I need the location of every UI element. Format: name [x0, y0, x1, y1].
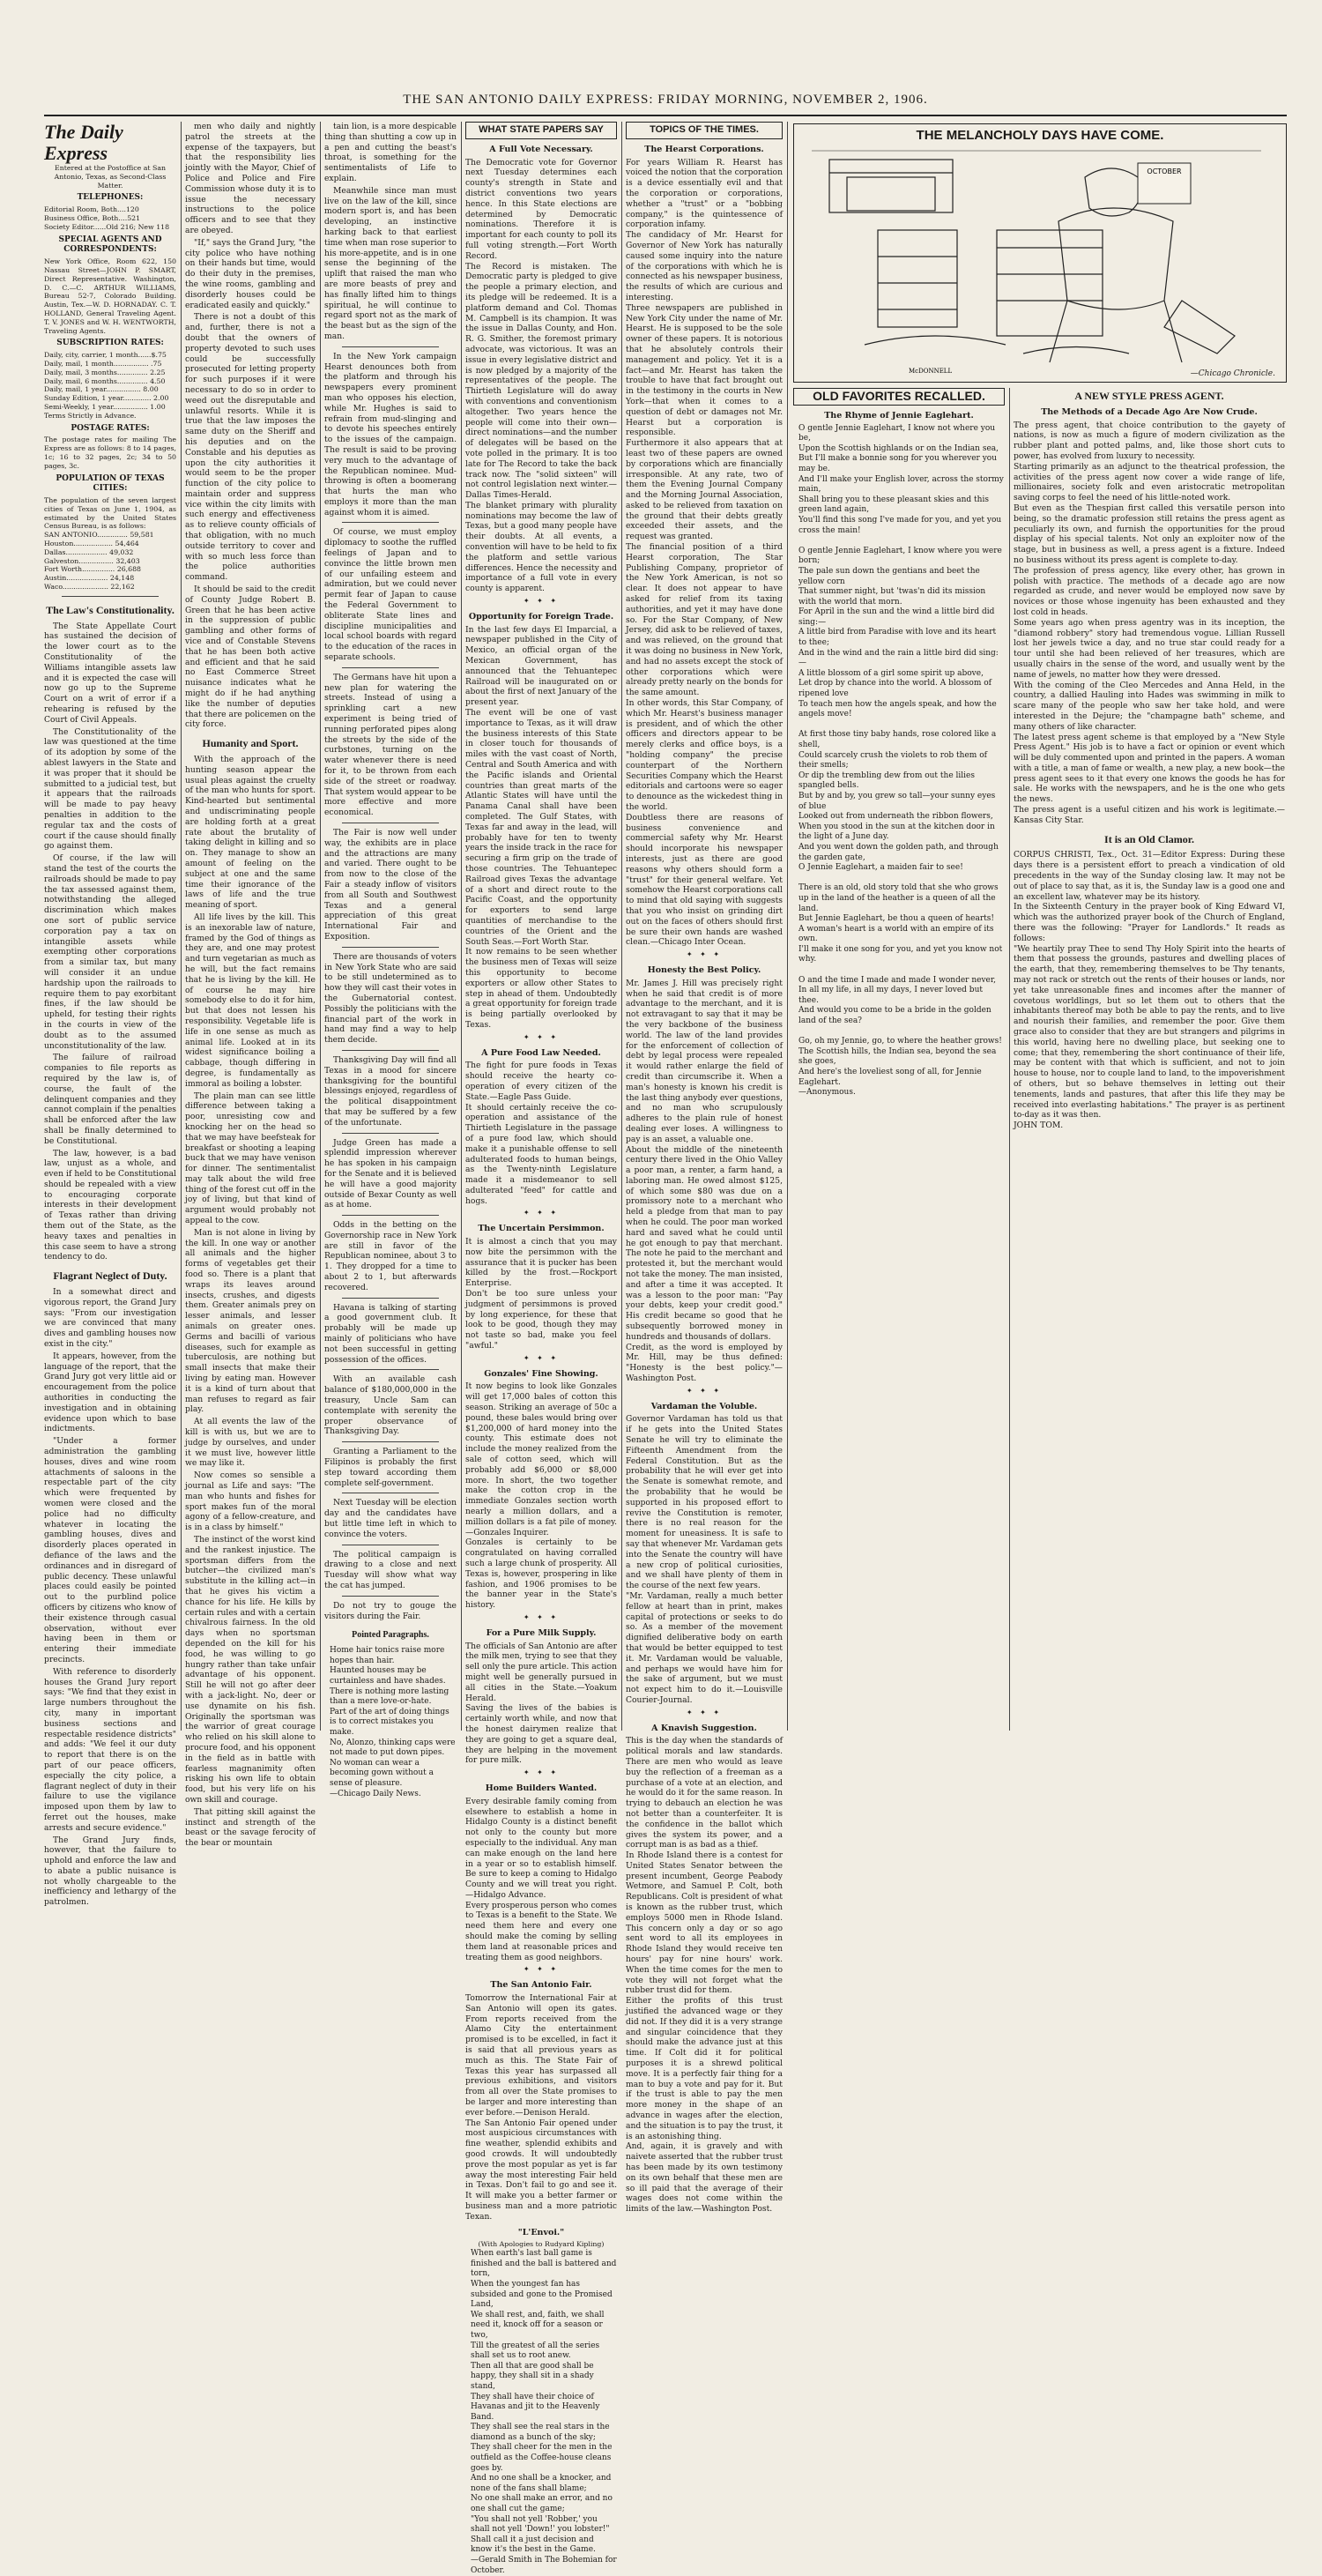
- cartoon-title: THE MELANCHOLY DAYS HAVE COME.: [916, 128, 1164, 143]
- star-divider: ✦ ✦ ✦: [686, 950, 723, 959]
- divider: [342, 1050, 439, 1051]
- article-heading: It is an Old Clamor.: [1104, 832, 1194, 845]
- poem-subheading: (With Apologies to Rudyard Kipling): [478, 2240, 605, 2249]
- divider: [342, 947, 439, 948]
- article-heading: Humanity and Sport.: [202, 737, 299, 750]
- cartoon-calendar: [1138, 163, 1191, 204]
- state-papers-items: [465, 145, 617, 2222]
- cartoon: [793, 123, 1287, 383]
- star-divider: ✦ ✦ ✦: [523, 1032, 560, 1041]
- paragraph: With an available cash balance of $180,000,000 in the treasury, Uncle Sam can contemplate with serenity the proper observance of Thanksgiving Day.: [324, 1374, 457, 1437]
- article-subheading: The Methods of a Decade Ago Are Now Crude.: [1041, 406, 1258, 417]
- paragraph: Next Tuesday will be election day and the candidates have but little time left in which to convince the voters.: [324, 1498, 457, 1539]
- item-heading: Vardaman the Voluble.: [650, 1401, 758, 1411]
- paragraph: Do not try to gouge the visitors during the Fair.: [324, 1600, 457, 1621]
- paragraph: With reference to disorderly houses the Grand Jury report says: "We find that they exist in large numbers throughout the city, many in important business sections and respectable residence districts" and adds: "We feel it our duty to report that there is on the part of our peace officers, especially the city police, a flagrant neglect of duty in their failure to use the vigilance imposed upon them by law to ferret out the houses, make arrests and secure evidence.": [44, 1666, 176, 1833]
- paragraph: In a somewhat direct and vigorous report, the Grand Jury says: "From our investigation we are convinced that many dives and gambling houses now exist in the city.": [44, 1287, 176, 1350]
- column-rule: [787, 122, 788, 1731]
- divider: [342, 667, 439, 668]
- postage-text: The postage rates for mailing The Express are as follows: 8 to 14 pages, 1c; 16 to 32 pages, 2c; 34 to 50 pages, 3c.: [44, 436, 176, 470]
- item-heading: Gonzales' Fine Showing.: [484, 1368, 598, 1379]
- postage-heading: POSTAGE RATES:: [71, 423, 150, 433]
- cartoon-signature: McDONNELL: [909, 368, 953, 375]
- paragraph: tain lion, is a more despicable thing than shutting a cow up in a pen and cutting the beast's throat, is something for the sentimentalists of Life to explain.: [324, 122, 457, 183]
- section-box-heading: TOPICS OF THE TIMES.: [626, 122, 783, 139]
- poem-text: When earth's last ball game is finished and the ball is battered and torn, When the youngest fan has subsided and gone to the Promised Land, We shall rest, and, faith, we shall need it, knock off for a season or two, Till the greatest of all the series shall set us to root anew. Then all that are good shall be happy, they shall sit in a shady stand, They shall have their choice of Havanas and jit to the Heavenly Band. They shall see the real stars in the diamond as a bunch of the sky; They shall cheer for the men in the outfield as the Coffee-house cleans goes by. And no one shall be a knocker, and none of the fans shall blame; No one shall make an error, and no one shall cut the game; "You shall not yell 'Robber,' you shall not yell 'Down!' you lobster!" Shall call it a just decision and know it's the best in the Game. —Gerald Smith in The Bohemian for October.: [471, 2249, 617, 2575]
- column-rule: [320, 122, 321, 1731]
- column-rule: [1009, 388, 1010, 1731]
- paragraph: Judge Green has made a splendid impression wherever he has spoken in his campaign for the Senate and it is believed he will have a good majority outside of Bexar County as well as at home.: [324, 1137, 457, 1210]
- column-2: [185, 122, 316, 1849]
- population-list: SAN ANTONIO.............. 59,581 Houston.................. 54,464 Dallas................... 49,032 Galveston................ 32,403 Fort Worth............... 26,688 Austin................... 24,148 Waco..................... 22,162: [44, 531, 154, 592]
- masthead: THE SAN ANTONIO DAILY EXPRESS: FRIDAY MORNING, NOVEMBER 2, 1906.: [44, 88, 1287, 116]
- star-divider: ✦ ✦ ✦: [523, 597, 560, 606]
- item-body: Every desirable family coming from elsewhere to establish a home in Hidalgo County is a distinct benefit not only to the county but more especially to the individual. Any man can make enough on the land here in a year or so to establish himself. Be sure to keep a coming to Hidalgo County and we will treat you right.—Hidalgo Advance. Every prosperous person who comes to Texas is a benefit to the State. We need them here and every one should make the coming by selling them land at reasonable prices and treating them as good neighbors.: [465, 1796, 617, 1962]
- divider: [342, 1133, 439, 1134]
- paragraph: With the approach of the hunting season appear the usual pleas against the cruelty of the man who hunts for sport. Kind-hearted but sentimental and undiscriminating people are holding forth at a great rate about the brutality of taking delight in killing and so on. They manage to show an amount of feeling on the subject at one and the same time their ignorance of the laws of life and the true meaning of sport.: [185, 755, 316, 911]
- population-heading: POPULATION OF TEXAS CITIES:: [56, 473, 165, 494]
- item-body: The fight for pure foods in Texas should receive the hearty co-operation of every citizen of the State.—Eagle Pass Guide. It should certainly receive the co-operation and assistance of the Thirtieth Legislature in the passage of a pure food law, which should make it a punishable offense to sell adulterated foods to human beings, as the Twenty-ninth Legislature made it a misdemeanor to sell adulterated "feed" for cattle and hogs.: [465, 1061, 617, 1206]
- column-1: [44, 121, 176, 1908]
- item-body: The Democratic vote for Governor next Tuesday determines each county's strength in State and district conventions two years hence. In this State elections are determined by Democratic nominations. Therefore it is important for each county to poll its full voting strength.—Fort Worth Record. The Record is mistaken. The Democratic party is pledged to give the people a primary election, and its pledge will be redeemed. It is a platform demand and Col. Thomas M. Campbell is its champion. It was the issue in Dallas County, and Hon. R. G. Smither, the foremost primary advocate, was victorious. It was an issue in every legislative district and is now pledged by a majority of the representatives of the people. The Thirtieth Legislature will do away with conventions and conventionism altogether. Two years hence the people will come into their own—direct nominations—and the number of delegates will be based on the vote polled in the primary. It is too late for The Record to take the back track now. The "solid sixteen" will not control legislation next winter.—Dallas Times-Herald. The blanket primary with plurality nominations may become the law of Texas, but a good many people have their doubts. At all events, a convention will have to be held to fix the platform and settle various differences. Hence the necessity and importance of a full vote in every county is apparent.: [465, 157, 617, 594]
- newspaper-logo: The Daily Express: [44, 121, 123, 164]
- paragraph: It appears, however, from the language of the report, that the Grand Jury got very little aid or encouragement from the police authorities in conducting the investigation and in obtaining evidence upon which to base indictments.: [44, 1351, 176, 1434]
- column-rule: [181, 122, 182, 1731]
- section-box-heading: WHAT STATE PAPERS SAY: [465, 122, 617, 139]
- item-body: It now begins to look like Gonzales will get 17,000 bales of cotton this season. Striking an average of 50c a pound, these bales would bring over $1,200,000 of hard money into the county. This estimate does not include the money realized from the sale of cotton seed, which will probably add $6,000 or $8,000 more. In short, the two together make the cotton crop in the immediate Gonzales section worth nearly a million dollars, and a million dollars is a fat pile of money.—Gonzales Inquirer. Gonzales is certainly to be congratulated on having corralled such a large chunk of prosperity. All Texas is, however, prospering in like fashion, and 1906 promises to be the banner year in the State's history.: [465, 1381, 617, 1611]
- paragraph: "Under a former administration the gambling houses, dives and wine room attachments of saloons in the respectable part of the city which were frequented by women were closed and the police had no difficulty whatever in locating the gambling houses, dives and disorderly places operated in defiance of the laws and the ordinances and in disregard of public decency. These unlawful places could easily be pointed out to the purblind police officers by citizens who know of their existence through casual observation, without ever having been in them or entering their immediate precincts.: [44, 1436, 176, 1664]
- article-heading: Flagrant Neglect of Duty.: [53, 1269, 167, 1283]
- column-6: [793, 388, 1005, 1731]
- article-body: [185, 755, 316, 1849]
- article-body: [324, 122, 457, 342]
- poem-text: O gentle Jennie Eaglehart, I know not where you be, Upon the Scottish highlands or on the Indian sea, But I'll make a bonnie song for you wherever you may be. And I'll make your English lover, across the stormy main, Shall bring you to these pleasant skies and this green land again, You'll find this song I've made for you, and yet you cross the main! O gentle Jennie Eaglehart, I know where you were born; The pale sun down the gentians and beet the yellow corn That summer night, but 'twas'n did its mission with the world that morn. For April in the sun and the wind a little bird did sing:— A little bird from Paradise with love and its heart to thee; And in the wind and the rain a little bird did sing:— A little blossom of a girl some spirit up above, Let drop by chance into the world. A blossom of ripened love To teach men how the angels speak, and how the angels move! At first those tiny baby hands, rose colored like a shell, Could scarcely crush the violets to rob them of their smells; Or dip the trembling dew from out the lilies spangled bells. But by and by, you grew so tall—your sunny eyes of blue Looked out from underneath the ribbon flowers, When you stood in the sun at the kitchen door in the light of a June day. And you went down the golden path, and through the garden gate, O Jennie Eaglehart, a maiden fair to see! There is an old, old story told that she who grows up in the land of the heather is a queen of all the land. But Jennie Eaglehart, be thou a queen of hearts! A woman's heart is a world with an empire of its own. I'll make it one song for you, and yet you know not why. O and the time I made and made I wonder never, In all my life, in all my days, I never loved but thee. And would you come to be a bride in the golden land of the sea? Go, oh my Jennie, go, to where the heather grows! The Scottish hills, the Indian sea, beyond the sea she goes, And here's the loveliest song of all, for Jennie Eaglehart. —Anonymous.: [798, 423, 1004, 1098]
- paragraph: The Fair is now well under way, the exhibits are in place and the attractions are many and varied. There ought to be from now to the close of the Fair a steady inflow of visitors from all South and Southwest Texas and a general appreciation of this great International Fair and Exposition.: [324, 828, 457, 942]
- star-divider: ✦ ✦ ✦: [686, 1386, 723, 1395]
- paragraph: Odds in the betting on the Governorship race in New York are still in favor of the Republican nominee, about 3 to 1. They dropped for a time to about 2 to 1, but afterwards recovered.: [324, 1220, 457, 1292]
- agents-heading: SPECIAL AGENTS AND CORRESPONDENTS:: [58, 235, 162, 255]
- article-body: The press agent, that choice contribution to the gayety of nations, is now as much a figure of modern civilization as the rubber plant and potted palms, and, like those short cuts to power, has evolved from luxury to necessity. Starting primarily as an adjunct to the theatrical profession, the activities of the press agent now cover a wide range of life, millionaires, society folk and even aristocratic metropolitan saving corps to feel the need of his little-noted work. But even as the Thespian first called this versatile person into being, so the dramatic profession still retains the press agent as peculiarly its own, and furnish the opportunities for the proud display of his special talents. Not only an exploiter now of the stage, but in business as well, a press agent is a fixture. Indeed no business without its press agent is complete to-day. The profession of press agency, like every other, has grown in polish with practice. The methods of a decade ago are now regarded as crude, and never would be employed now save by novices or those whose ingenuity has been exhausted and they lost cold in heads. Some years ago when press agentry was in its inception, the "diamond robbery" story had tremendous vogue. Lillian Russell lost her jewels twice a day, and no true star could ready for a tour until she had been relieved of her treasures, which are usually chairs in the sense of the word, and usually went by the name of jewels, no matter how they were dressed. With the coming of the Cleo Mercedes and Anna Held, in the country, a dallied Hauling into Hades was swimming in milk to scare many of the people who saw her take hold, and were interested in the Dejure; the "champagne bath" scheme, and many others of like character. The latest press agent scheme is that employed by a "New Style Press Agent." His job is to have a fact or opinion or event which will be duly commented upon and printed in the papers. A woman with a title, a man of fame or wealth, a new play, a new book—the press agent sees to it that every one knows the goods he has for sale. He works with the newspapers, and he is the one who gets the news. The press agent is a useful citizen and his work is legitimate.—Kansas City Star.: [1014, 420, 1285, 825]
- paragraph: The Constitutionality of the law was questioned at the time of its adoption by some of the ablest lawyers in the State and it was proper that it should be submitted to a judicial test, but it appears that the railroads will be made to pay heavy penalties in addition to the regular tax and the costs of court if the cause should finally go against them.: [44, 726, 176, 852]
- item-body: For years William R. Hearst has voiced the notion that the corporation is a device essentially evil and that the corporation or corporations, whether a "trust" or a "bobbing company," is the quintessence of corporation infamy. The candidacy of Mr. Hearst for Governor of New York has naturally caused some inquiry into the nature of the corporations with which he is connected as his newspaper business, the results of which are curious and interesting. Three newspapers are published in New York City under the name of Mr. Hearst. He is supposed to be the sole owner of these papers. It is notorious that he absolutely controls their management and policy. Yet it is a fact—and Mr. Hearst has taken the trouble to have that fact brought out in the testimony in the courts in New York—that when it comes to a question of debt or damages not Mr. Hearst but a corporation is responsible. Furthermore it also appears that at least two of these papers are owned by corporations which are financially irresponsible. At any rate, two of them the Evening Journal Company and the Morning Journal Association, asked to be relieved from taxation on the ground that their debts greatly exceeded their assets, and the request was granted. The financial position of a third Hearst corporation, The Star Publishing Company, proprietor of the New York American, is not so clear. It does not appear to have asked for relief from its taxing authorities, and yet it may have done so. For the Star Company, of New Jersey, did ask to be relieved of taxes, and was relieved, on the ground that it was doing no business in New York, and had no assets except the stock of other corporations which were already pretty nearly on the bonds for the same amount. In other words, this Star Company, of which Mr. Hearst's business manager is president, and of which the other officers and directors appear to be merely clerks and office boys, is a "holding company" the precise counterpart of the Northern Securities Company which the Hearst editorials and cartoons were so eager to denounce as the wickedest thing in the world. Doubtless there are reasons of business convenience and commercial safety why Mr. Hearst should incorporate his newspaper interests, just as there are good reasons why others should form a "trust" for their general welfare. Yet somehow the Hearst corporations call to mind that old saying with suggests that you who insist on grinding dirt out on the faces of others should first be sure their own hands are washed clean.—Chicago Inter Ocean.: [626, 157, 783, 948]
- article-heading: The Law's Constitutionality.: [46, 603, 175, 616]
- column-4: [465, 122, 617, 2575]
- paragraph: Thanksgiving Day will find all Texas in a mood for sincere thanksgiving for the bountiful blessings enjoyed, regardless of the political disappointment that may be suffered by a few of the unfortunate.: [324, 1054, 457, 1128]
- item-body: Tomorrow the International Fair at San Antonio will open its gates. From reports received from the Alamo City the entertainment promised is to be excelled, in fact it is said that all previous years as much as this. The State Fair of Texas this year has surpassed all previous exhibitions, and visitors from all over the State promises to be larger and more interesting than ever before.—Denison Herald. The San Antonio Fair opened under most auspicious circumstances with fine weather, splendid exhibits and good crowds. It will undoubtedly prove the most popular as yet is far away the most interesting Fair held in Texas. Don't fail to go and see it. It will make you a better farmer or business man and a more patriotic Texan.: [465, 1993, 617, 2222]
- rates-list: Daily, city, carrier, 1 month......$.75 Daily, mail, 1 month................ .75 Daily, mail, 3 months.............. 2.25 Daily, mail, 6 months.............. 4.50 Daily, mail, 1 year................ 8.00 Sunday Edition, 1 year............. 2.00 Semi-Weekly, 1 year................ 1.00 Terms Strictly in Advance.: [44, 351, 169, 420]
- divider: [342, 1596, 439, 1597]
- paragraph: Meanwhile since man must live on the law of the kill, since modern sport is, and has been developing, an instinctive harking back to that earliest time when man rose superior to his more-appetite, and is in one sense the beginning of the uplift that raised the man who are more beasts of prey and has finally lifted him to things spiritual, he will continue to regard sport not as the mark of the beast but as the sign of the man.: [324, 185, 457, 341]
- paragraph: The State Appellate Court has sustained the decision of the lower court as to the Constitutionality of the Williams intangible assets law and it is expected the case will now go up to the Supreme Court on a writ of error if a rehearing is refused by the Court of Civil Appeals.: [44, 621, 176, 725]
- paragraph: The instinct of the worst kind and the rankest injustice. The sportsman differs from the butcher—the civilized man's substitute in the killing act—in that he gives his victim a chance for his life. He kills by certain rules and with a certain chivalrous fairness. In the old days when no sportsman depended on the kill for his food, he was willing to go hungry rather than take unfair advantage of his opponent. Still he will not go after deer with a jack-light. No, deer or use dynamite on his fish. Originally the sportsman was the warrior of great courage who relied on his skill alone to procure food, and his opponent in the field as in battle with fearless magnanimity often risking his own life to obtain food, but his very life on his own skill and courage.: [185, 1534, 316, 1805]
- column-3: [324, 122, 457, 1798]
- telephones-heading: TELEPHONES:: [77, 193, 144, 203]
- divider: [342, 1369, 439, 1370]
- column-rule: [621, 122, 622, 1731]
- paragraph: There are thousands of voters in New York State who are said to be still undetermined as to how they will cast their votes in the Gubernatorial contest. Possibly the politicians with the financial part of the work in hand may find a way to help them decide.: [324, 951, 457, 1046]
- short-items: [324, 346, 457, 1622]
- agents-text: New York Office, Room 622, 150 Nassau Street—JOHN P. SMART, Direct Representative. Washington, D. C.—C. ARTHUR WILLIAMS, Bureau 52-7, Colorado Building. Austin, Tex.—W. D. HORNADAY. C. T. HOLLAND, General Traveling Agent. T. V. JONES and W. H. WENTWORTH, Traveling Agents.: [44, 257, 176, 335]
- paragraph: The Grand Jury finds, however, that the failure to uphold and enforce the law and to abate a public nuisance is not wholly chargeable to the inefficiency and lethargy of the patrolmen.: [44, 1835, 176, 1908]
- paragraph: The failure of railroad companies to file reports as required by the law is, of course, the fault of the delinquent companies and they cannot complain if the penalties shall be enforced after the law shall be finally determined to be Constitutional.: [44, 1053, 176, 1146]
- item-heading: The San Antonio Fair.: [490, 1980, 592, 1991]
- item-heading: The Hearst Corporations.: [644, 144, 764, 154]
- rates-heading: SUBSCRIPTION RATES:: [56, 339, 164, 348]
- item-body: It is almost a cinch that you may now bite the persimmon with the assurance that it is pucker has been killed by the frost.—Rockport Enterprise. Don't be too sure unless your judgment of persimmons is proved by long experience, for these that look to be good, though they may not taste so bad, make you feel "awful.": [465, 1237, 617, 1351]
- telephones-list: Editorial Room, Both....120 Business Office, Both....521 Society Editor......Old 216; New 118: [44, 205, 170, 231]
- paragraph: Of course, we must employ diplomacy to soothe the ruffled feelings of Japan and to convince the little brown men of our unfailing esteem and admiration, but we could never permit fear of Japan to cause the Federal Government to obliterate State lines and discipline municipalities and local school boards with regard to the education of the races in separate schools.: [324, 527, 457, 663]
- item-body: Mr. James J. Hill was precisely right when he said that credit is of more advantage to the merchant, and it is not extravagant to say that it may be the very backbone of the business world. The law of the land provides for the enforcement of collection of debt by legal process were repealed it would rather enlarge the field of credit than circumscribe it. When a man's honesty is known his credit is the last thing anybody ever questions, and no man who scrupulously adheres to the plain rule of honest dealing ever loses. A willingness to pay is an asset, a valuable one. About the middle of the nineteenth century there lived in the Ohio Valley a poor man, a renter, a farm hand, a laboring man. He owed almost $125, of which some $80 was due on a promissory note to a merchant who held a pledge from that man to pay when he could. The poor man worked hard and saved what he could until he got enough to pay that merchant. The note he paid to the merchant and protested it, but the merchant would not take the money. The man insisted, and after a time it was accepted. It was a lesson to the poor man: "Pay your debts, keep your credit good." His credit became so good that he subsequently borrowed money in hundreds and thousands of dollars. Credit, as the word is employed by Mr. Hill, may be thus defined: "Honesty is the best policy."—Washington Post.: [626, 978, 784, 1384]
- item-body: This is the day when the standards of political morals and law standards. There are men who would as leave buy the reflection of a freeman as a purchase of a vote at an election, and he would do it for the same reason. In trying to debauch an election he was not better than a counterfeiter. It is the confidence in the ballot which gives the system its power, and a corrupt man is as bad as a thief. In Rhode Island there is a contest for United States Senator between the present incumbent, George Peabody Wetmore, and Samuel P. Colt, both Republicans. Colt is president of what is known as the rubber trust, which employs 5000 men in Rhode Island. This concern only a day or so ago sent word to all its employees in Rhode Island they would receive ten hours' pay for nine hours' work. When the time comes for the men to vote they will not forget what the rubber trust did for them. Either the profits of this trust justified the advanced wage or they did not. If they did it is a very strange and singular coincidence that they should make the advance just at this time. If Colt did it for political purposes it is a shrewd political move. It is a perfectly fair thing for a man to buy a vote and pay for it. But if the trust is able to pay the men more money in the shape of an advance in wages after the election, and the situation is to pay the trust, it is an astonishing thing. And, again, it is gravely and with naivete asserted that the rubber trust has been made by its own testimony on its own behalf that these men are so ill paid that the average of their wages does not come within the limits of the law.—Washington Post.: [626, 1736, 783, 2215]
- paragraph: It should be said to the credit of County Judge Robert B. Green that he has been active in the suppression of public gambling and other forms of vice and of Constable Stevens that he has been both active and efficient and that he said no East Commerce Street nuisance indicates what he might do if he had anything like the number of deputies that there are policemen on the city force.: [185, 584, 316, 730]
- star-divider: ✦ ✦ ✦: [523, 1965, 560, 1974]
- item-heading: Opportunity for Foreign Trade.: [468, 611, 614, 622]
- poem-heading: "L'Envoi.": [517, 2227, 565, 2237]
- article-heading: A NEW STYLE PRESS AGENT.: [1074, 390, 1224, 402]
- paragraph: "If," says the Grand Jury, "the city police who have nothing on their hands but time, would do their duty in the premises, the wine rooms, gambling and disorderly houses could be eradicated easily and quickly.": [185, 237, 316, 310]
- paragraph: The plain man can see little difference between taking a poor, unresisting cow and knocking her on the head so that we may have beefsteak for breakfast or shooting a leaping buck that we may have venison for dinner. The sentimentalist may talk about the wild free thing of the forest cut off in the joy of living, but that kind of argument would probably not appeal to the cow.: [185, 1091, 316, 1226]
- paragraph: The political campaign is drawing to a close and next Tuesday will show what way the cat has jumped.: [324, 1549, 457, 1590]
- divider: [62, 596, 159, 597]
- calendar-label: OCTOBER: [1147, 168, 1182, 175]
- paragraph: men who daily and nightly patrol the streets at the expense of the taxpayers, but that the responsibility lies jointly with the Mayor, Chief of Police and Police and Fire Commission whose duty it is to issue the necessary instructions to the police officers and to see that they are obeyed.: [185, 122, 316, 235]
- cartoon-illustration: [794, 124, 1284, 380]
- paragraph: Now comes so sensible a journal as Life and says: "The man who hunts and fishes for sport makes fun of the moral agony of a fellow-creature, and is in a class by himself.": [185, 1470, 316, 1533]
- article-body: [185, 122, 316, 730]
- entry-notice: Entered at the Postoffice at San Antonio, Texas, as Second-Class Matter.: [54, 164, 167, 190]
- item-heading: A Pure Food Law Needed.: [481, 1047, 601, 1058]
- topics-items: [626, 145, 783, 2215]
- star-divider: ✦ ✦ ✦: [523, 1768, 560, 1777]
- paragraph: Granting a Parliament to the Filipinos is probably the first step toward according them complete self-government.: [324, 1447, 457, 1488]
- section-box-heading: OLD FAVORITES RECALLED.: [793, 388, 1005, 406]
- paragraph: The law, however, is a bad law, unjust as a whole, and even if held to be Constitutional should be repealed with a view to encouraging corporate interests in their development of Texas rather than driving them out of the State, as the heavy taxes and penalties in this case seem to have a strong tendency to do.: [44, 1148, 176, 1262]
- column-5: [626, 122, 784, 2215]
- divider: [342, 346, 439, 347]
- cartoon-credit: —Chicago Chronicle.: [1190, 369, 1275, 378]
- pointed-paragraphs: Home hair tonics raise more hopes than hair. Haunted houses may be curtainless and have shades. There is nothing more lasting than a mere love-or-hate. Part of the art of doing things is to correct mistakes you make. No, Alonzo, thinking caps were not made to put down pipes. No woman can wear a becoming gown without a sense of pleasure. —Chicago Daily News.: [330, 1646, 456, 1798]
- paragraph: Man is not alone in living by the kill. In one way or another all animals and the higher forms of vegetables get their food so. There is a plant that wraps its leaves around insects, crushes, and digests them. Greater animals prey on lesser animals, and lesser animals on greater ones. Germs and bacilli of various diseases, such for example as tuberculosis, are nothing but small insects that make their living by eating man. However it is a kind of turn about that man refuses to regard as fair play.: [185, 1227, 316, 1415]
- divider: [342, 1298, 439, 1299]
- article-body: CORPUS CHRISTI, Tex., Oct. 31—Editor Express: During these days there is a persistent effort to preach a vindication of old precedents in the way of the Sunday closing law. It may not be out of place to say that, as it is, the Sunday law is a good one and an excellent law, whatever may be its history. In the Sixteenth Century in the prayer book of King Edward VI, which was the authorized prayer book of the Church of England, there was the following: "Prayer for Landlords." It reads as follows: "We heartily pray Thee to send Thy Holy Spirit into the hearts of them that possess the grounds, pastures and dwelling places of the earth, that they, remembering themselves to be Thy tenants, may not rack or stretch out the rents of their houses or lands, nor yet take unreasonable fines and incomes after the manner of covetous worldlings, but so let them out to others that the inhabitants thereof may both be able to pay the rents, and to live and nourish their families, and remember the poor. Give them grace also to consider that they are but strangers and pilgrims in this world, having here no dwelling place, but seeking one to come; that they, remembering the short continuance of their life, may be content with that which is sufficient, and not to join house to house, nor to couple land to land, to the impoverishment of others, but so behave themselves in letting out their tenements, lands and pastures, that after this life they may be received into everlasting habitations." The prayer is as pertinent to-day as it was then. JOHN TOM.: [1014, 850, 1285, 1131]
- divider: [342, 522, 439, 523]
- article-body: [44, 622, 176, 1263]
- star-divider: ✦ ✦ ✦: [523, 1353, 560, 1362]
- column-7: [1014, 388, 1285, 1731]
- divider: [342, 1215, 439, 1216]
- population-intro: The population of the seven largest cities of Texas on June 1, 1904, as estimated by the United States Census Bureau, is as follows:: [44, 496, 176, 531]
- paragraph: Havana is talking of starting a good government club. It probably will be made up mainly of politicians who have not been successful in getting possession of the offices.: [324, 1302, 457, 1365]
- column-rule: [461, 122, 462, 1731]
- star-divider: ✦ ✦ ✦: [523, 1209, 560, 1217]
- item-heading: The Uncertain Persimmon.: [478, 1224, 605, 1234]
- poem-heading: The Rhyme of Jennie Eaglehart.: [824, 410, 974, 421]
- divider: [342, 1441, 439, 1442]
- item-heading: A Knavish Suggestion.: [651, 1723, 757, 1733]
- paragraph: Of course, if the law will stand the test of the courts the railroads should be made to pay the tax assessed against them, notwithstanding the alleged discrimination which makes one sort of public service corporation pay a tax on intangible assets while exempting other corporations from a similar tax, but many will consider it an undue hardship upon the railroads to require them to pay exorbitant fines, if the law should be upheld, for testing their rights in the courts in view of the doubt as to the assumed unconstitutionality of the law.: [44, 853, 176, 1051]
- pointed-heading: Pointed Paragraphs.: [352, 1630, 429, 1641]
- item-heading: Honesty the Best Policy.: [647, 964, 761, 975]
- paragraph: There is not a doubt of this and, further, there is not a doubt that the owners of property devoted to such uses could be successfully prosecuted for letting property for such purposes if it were necessary to do so in order to weed out the disreputable and unlawful resorts. While it is true that the law imposes the same duty on the Sheriff and his deputies and on the Constable and his deputies as upon the city authorities it would seem to be the proper function of the city police to maintain order and suppress vice within the city limits with such energy and effectiveness as to relieve county officials of that obligation, with no much outside territory to cover and with so much less force than the police authorities command.: [185, 312, 316, 583]
- paragraph: The Germans have hit upon a new plan for watering the streets. Instead of using a sprinkling cart a new experiment is being tried of running perforated pipes along the streets by the side of the curbstones, turning on the water whenever there is need for it, to be thrown from each side of the street or roadway. That system would appear to be more effective and more economical.: [324, 672, 457, 818]
- paragraph: All life lives by the kill. This is an inexorable law of nature, framed by the God of things as they are, and one may protest and turn vegetarian as much as he will, but the fact remains that he is living by the kill. He of course he may hire somebody else to do it for him, but that does not lessen his responsibility. Vegetable life is life in one sense as much as animal life. Looked at in its widest significance boiling a cabbage, though differing in degree, is fundamentally as immoral as boiling a lobster.: [185, 912, 316, 1089]
- item-heading: For a Pure Milk Supply.: [486, 1627, 597, 1638]
- item-body: In the last few days El Imparcial, a newspaper published in the City of Mexico, an official organ of the Mexican Government, has announced that the Tehuantepec Railroad will be inaugurated on or about the first of next January of the present year. The event will be one of vast importance to Texas, as it will draw the business interests of this State in closer touch for thousands of miles with the vast coast of North, Central and South America and with the Pacific islands and Oriental countries than great marts of the Atlantic States will have until the Panama Canal shall have been completed. The Gulf States, with Texas far and away in the lead, will probably have for ten to twenty years the inside track in the race for securing a firm grip on the trade of those countries. The Tehuantepec Railroad gives Texas the advantage of a short and direct route to the Pacific Coast, and the opportunity for exporters to send large quantities of merchandise to the countries of the Orient and the South Seas.—Fort Worth Star. It now remains to be seen whether the business men of Texas will seize this opportunity to become exporters or allow other States to step in ahead of them. Undoubtedly a great opportunity for foreign trade is being partially overlooked by Texas.: [465, 624, 617, 1030]
- star-divider: ✦ ✦ ✦: [686, 1708, 723, 1716]
- newspaper-page: [44, 88, 1287, 2575]
- item-body: The officials of San Antonio are after the milk men, trying to see that they sell only the pure article. This action might well be generally pursued in all cities in the State.—Yoakum Herald. Saving the lives of the babies is certainly worth while, and now that the honest dairymen realize that they are going to get a square deal, they are helping in the movement for pure milk.: [465, 1641, 617, 1766]
- article-body: [44, 1287, 176, 1908]
- paragraph: That pitting skill against the instinct and strength of the beast or the savage ferocity of the bear or mountain: [185, 1806, 316, 1849]
- star-divider: ✦ ✦ ✦: [523, 1612, 560, 1621]
- paragraph: At all events the law of the kill is with us, but we are to judge by ourselves, and under it we must live, however little we may like it.: [185, 1417, 316, 1469]
- item-heading: A Full Vote Necessary.: [489, 144, 593, 154]
- item-body: Governor Vardaman has told us that if he gets into the United States Senate he will try to eliminate the Fifteenth Amendment from the Federal Constitution. But as the probability that he will ever get into the Senate is somewhat remote, and the probability that he would be supported in his proposed effort to revive the Constitution is remoter, there is no real reason for the moment for uneasiness. It is safe to say that whenever Mr. Vardaman gets into the Senate the country will have a new crop of political curiosities, and we shall have plenty of them in the course of the next few years. "Mr. Vardaman, really a much better fellow at heart than in print, makes capital of protections or seeks to do so. As a member of the movement dignified deliberative body on earth that would be better equipped to test it. Mr. Vardaman would be valuable, and perhaps we would have him for the sake of argument, but we must not expect him to do it.—Louisville Courier-Journal.: [626, 1414, 783, 1705]
- item-heading: Home Builders Wanted.: [485, 1783, 598, 1793]
- paragraph: In the New York campaign Hearst denounces both from the platform and through his newspapers every prominent man who opposes his election, while Mr. Hughes is said to refrain from mud-slinging and to devote his speeches entirely to the issues of the campaign. The result is said to be proving very much to the advantage of the Republican nominee. Mud-throwing is often a boomerang that hurts the man who employs it more than the man against whom it is aimed.: [324, 351, 457, 517]
